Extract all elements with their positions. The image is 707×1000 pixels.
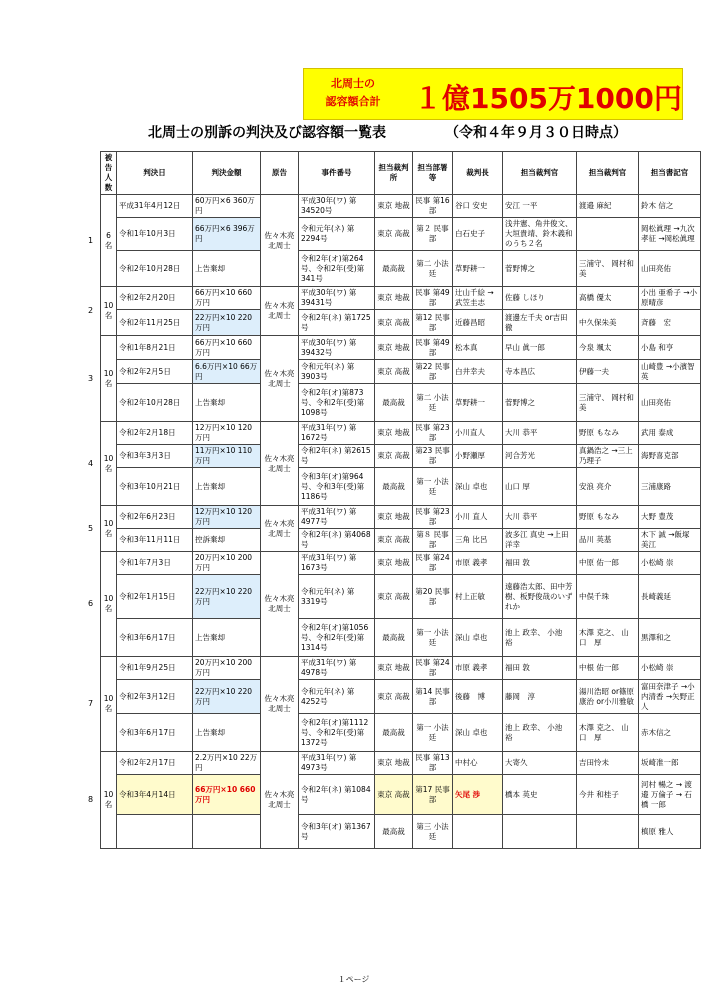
amount-cell bbox=[193, 815, 261, 849]
judge2-cell: 中原 佑一郎 bbox=[577, 552, 639, 575]
people-count-cell bbox=[101, 422, 117, 506]
clerk-cell: 山田亮佑 bbox=[639, 251, 701, 287]
amount-cell: 上告棄却 bbox=[193, 384, 261, 422]
judge2-cell: 真鍋浩之 →三上乃理子 bbox=[577, 445, 639, 468]
case-number-cell: 令和元年(ネ) 第2294号 bbox=[299, 218, 375, 251]
chief-judge-cell: 小川 直人 bbox=[453, 506, 503, 529]
judge-cell: 浅井憲、角井俊文、大垣貴靖、鈴木義和のうち２名 bbox=[503, 218, 577, 251]
plaintiff-cell: 佐々木亮 北周士 bbox=[261, 752, 299, 849]
chief-judge-cell: 市原 義孝 bbox=[453, 552, 503, 575]
table-row bbox=[101, 815, 701, 849]
judge2-cell bbox=[577, 815, 639, 849]
judge2-cell: 木澤 克之、 山口 厚 bbox=[577, 714, 639, 752]
page-number: １ページ bbox=[337, 975, 370, 984]
people-count: 10名 bbox=[103, 694, 114, 713]
table-header-row bbox=[101, 152, 701, 195]
table-row bbox=[101, 218, 701, 251]
judge2-cell: 今泉 颯太 bbox=[577, 336, 639, 360]
division-cell: 民事 第49部 bbox=[413, 287, 453, 310]
header-plaintiff: 原告 bbox=[261, 152, 299, 195]
division-cell: 民事 第23部 bbox=[413, 506, 453, 529]
chief-judge-cell: 近藤昌昭 bbox=[453, 310, 503, 336]
judge-cell: 池上 政幸、 小池 裕 bbox=[503, 619, 577, 657]
people-count: 6名 bbox=[104, 230, 113, 250]
judge2-cell: 伊藤一夫 bbox=[577, 360, 639, 384]
people-count-cell bbox=[101, 752, 117, 849]
chief-judge-cell: 矢尾 渉 bbox=[453, 775, 503, 815]
table-row bbox=[101, 752, 701, 775]
amount-cell: 66万円×6 396万円 bbox=[193, 218, 261, 251]
division-cell: 民事 第24部 bbox=[413, 657, 453, 680]
table-row bbox=[101, 775, 701, 815]
judgments-table bbox=[100, 151, 701, 849]
judgment-date-cell: 令和2年2月18日 bbox=[117, 422, 193, 445]
judge-cell: 寺本昌広 bbox=[503, 360, 577, 384]
table-row bbox=[101, 287, 701, 310]
amount-cell: 上告棄却 bbox=[193, 619, 261, 657]
judge2-cell: 野原 もなみ bbox=[577, 422, 639, 445]
division-cell: 第23 民事部 bbox=[413, 445, 453, 468]
court-cell: 東京 地裁 bbox=[375, 422, 413, 445]
plaintiff-cell: 佐々木亮 北周士 bbox=[261, 287, 299, 336]
judge-cell: 波多江 真史 →上田 洋幸 bbox=[503, 529, 577, 552]
judgment-date-cell: 令和3年6月17日 bbox=[117, 714, 193, 752]
group-index: 3 bbox=[88, 373, 94, 383]
table-row bbox=[101, 384, 701, 422]
division-cell: 第一 小法廷 bbox=[413, 468, 453, 506]
judge-cell bbox=[503, 815, 577, 849]
chief-judge-cell: 小野瀬厚 bbox=[453, 445, 503, 468]
amount-cell: 上告棄却 bbox=[193, 468, 261, 506]
chief-judge-cell: 松本真 bbox=[453, 336, 503, 360]
table-row bbox=[101, 310, 701, 336]
amount-cell: 上告棄却 bbox=[193, 714, 261, 752]
chief-judge-cell: 草野耕一 bbox=[453, 384, 503, 422]
judgment-date-cell: 令和3年4月14日 bbox=[117, 775, 193, 815]
division-cell: 第一 小法廷 bbox=[413, 714, 453, 752]
plaintiff-cell: 佐々木亮 北周士 bbox=[261, 552, 299, 657]
chief-judge-cell: 三角 比呂 bbox=[453, 529, 503, 552]
court-cell: 東京 地裁 bbox=[375, 195, 413, 218]
judgment-date-cell: 令和2年6月23日 bbox=[117, 506, 193, 529]
clerk-cell: 武用 泰成 bbox=[639, 422, 701, 445]
clerk-cell: 海野喜克部 bbox=[639, 445, 701, 468]
table-row bbox=[101, 575, 701, 619]
total-label bbox=[318, 75, 388, 111]
header-people: 被告人数 bbox=[101, 152, 117, 195]
chief-judge-cell: 深山 卓也 bbox=[453, 619, 503, 657]
plaintiff-cell: 佐々木亮 北周士 bbox=[261, 506, 299, 552]
division-cell: 第三 小法廷 bbox=[413, 815, 453, 849]
court-cell: 東京 高裁 bbox=[375, 360, 413, 384]
group-index: 1 bbox=[88, 235, 94, 245]
judgment-date-cell: 令和1年9月25日 bbox=[117, 657, 193, 680]
judge2-cell: 高橋 優太 bbox=[577, 287, 639, 310]
judge-cell: 大川 恭平 bbox=[503, 506, 577, 529]
judgment-date-cell: 令和2年1月15日 bbox=[117, 575, 193, 619]
clerk-cell: 富田奈津子 →小内清香 →矢野正人 bbox=[639, 680, 701, 714]
court-cell: 東京 地裁 bbox=[375, 657, 413, 680]
division-cell: 第17 民事部 bbox=[413, 775, 453, 815]
court-cell: 東京 地裁 bbox=[375, 552, 413, 575]
division-cell: 民事 第24部 bbox=[413, 552, 453, 575]
judge-cell: 大川 恭平 bbox=[503, 422, 577, 445]
court-cell: 東京 高裁 bbox=[375, 575, 413, 619]
judge2-cell: 中久保朱美 bbox=[577, 310, 639, 336]
amount-cell: 22万円×10 220万円 bbox=[193, 680, 261, 714]
table-row bbox=[101, 506, 701, 529]
judge-cell: 早山 眞一郎 bbox=[503, 336, 577, 360]
court-cell: 東京 地裁 bbox=[375, 752, 413, 775]
division-cell: 民事 第16部 bbox=[413, 195, 453, 218]
court-cell: 東京 高裁 bbox=[375, 529, 413, 552]
judgment-date-cell: 令和2年2月5日 bbox=[117, 360, 193, 384]
chief-judge-cell: 村上正敏 bbox=[453, 575, 503, 619]
judge2-cell: 品川 英基 bbox=[577, 529, 639, 552]
judge-cell: 橋本 英史 bbox=[503, 775, 577, 815]
judgment-date-cell: 平成31年4月12日 bbox=[117, 195, 193, 218]
plaintiff-cell: 佐々木亮 北周士 bbox=[261, 422, 299, 506]
amount-cell: 22万円×10 220万円 bbox=[193, 310, 261, 336]
chief-judge-cell: 深山 卓也 bbox=[453, 714, 503, 752]
chief-judge-cell: 白石史子 bbox=[453, 218, 503, 251]
judge-cell: 遠藤浩太郎、田中芳樹、板野俊哉のいずれか bbox=[503, 575, 577, 619]
people-count-cell bbox=[101, 195, 117, 287]
table-row bbox=[101, 195, 701, 218]
case-number-cell: 平成30年(ワ) 第34520号 bbox=[299, 195, 375, 218]
people-count-cell bbox=[101, 336, 117, 422]
judge-cell: 河合芳光 bbox=[503, 445, 577, 468]
amount-cell: 66万円×10 660万円 bbox=[193, 336, 261, 360]
judgment-date-cell: 令和2年10月28日 bbox=[117, 251, 193, 287]
case-number-cell: 令和2年(ネ) 第1084号 bbox=[299, 775, 375, 815]
case-number-cell: 令和2年(オ)第1112号、令和2年(受)第1372号 bbox=[299, 714, 375, 752]
case-number-cell: 令和2年(オ)第264号、令和2年(受)第341号 bbox=[299, 251, 375, 287]
court-cell: 最高裁 bbox=[375, 251, 413, 287]
clerk-cell: 斉藤 宏 bbox=[639, 310, 701, 336]
title-date: （令和４年９月３０日時点） bbox=[445, 125, 627, 141]
table-row bbox=[101, 445, 701, 468]
court-cell: 最高裁 bbox=[375, 619, 413, 657]
clerk-cell: 鈴木 信之 bbox=[639, 195, 701, 218]
plaintiff-cell: 佐々木亮 北周士 bbox=[261, 195, 299, 287]
case-number-cell: 平成30年(ワ) 第39432号 bbox=[299, 336, 375, 360]
clerk-cell: 槙原 雅人 bbox=[639, 815, 701, 849]
judge2-cell: 吉田怜未 bbox=[577, 752, 639, 775]
header-clerk: 担当書記官 bbox=[639, 152, 701, 195]
judge2-cell: 湯川浩昭 or篠原康治 or小川雅敏 bbox=[577, 680, 639, 714]
total-label-line1: 北周士の bbox=[331, 77, 375, 90]
table-row bbox=[101, 552, 701, 575]
group-index: 4 bbox=[88, 458, 94, 468]
court-cell: 最高裁 bbox=[375, 815, 413, 849]
amount-cell: 20万円×10 200万円 bbox=[193, 657, 261, 680]
case-number-cell: 令和2年(オ)第1056号、令和2年(受)第1314号 bbox=[299, 619, 375, 657]
chief-judge-cell: 市原 義孝 bbox=[453, 657, 503, 680]
judgment-date-cell: 令和3年6月17日 bbox=[117, 619, 193, 657]
division-cell: 第20 民事部 bbox=[413, 575, 453, 619]
total-amount: １億1505万1000円 bbox=[414, 82, 682, 115]
judge-cell: 大寄久 bbox=[503, 752, 577, 775]
division-cell: 第二 小法廷 bbox=[413, 251, 453, 287]
court-cell: 東京 高裁 bbox=[375, 445, 413, 468]
case-number-cell: 平成31年(ワ) 第4977号 bbox=[299, 506, 375, 529]
judge-cell: 池上 政幸、 小池 裕 bbox=[503, 714, 577, 752]
people-count: 10名 bbox=[103, 518, 114, 538]
court-cell: 東京 地裁 bbox=[375, 506, 413, 529]
clerk-cell: 三浦康路 bbox=[639, 468, 701, 506]
amount-cell: 11万円×10 110万円 bbox=[193, 445, 261, 468]
court-cell: 東京 高裁 bbox=[375, 218, 413, 251]
judgment-date-cell: 令和2年2月20日 bbox=[117, 287, 193, 310]
clerk-cell: 黒澤和之 bbox=[639, 619, 701, 657]
plaintiff-cell: 佐々木亮 北周士 bbox=[261, 657, 299, 752]
court-cell: 東京 高裁 bbox=[375, 775, 413, 815]
case-number-cell: 令和2年(オ)第873号、令和2年(受)第1098号 bbox=[299, 384, 375, 422]
judge-cell: 佐藤 しほり bbox=[503, 287, 577, 310]
division-cell: 第12 民事部 bbox=[413, 310, 453, 336]
judgment-date-cell bbox=[117, 815, 193, 849]
people-count-cell bbox=[101, 657, 117, 752]
people-count: 10名 bbox=[103, 453, 114, 473]
division-cell: 民事 第23部 bbox=[413, 422, 453, 445]
case-number-cell: 平成31年(ワ) 第4973号 bbox=[299, 752, 375, 775]
amount-cell: 66万円×10 660万円 bbox=[193, 775, 261, 815]
judge-cell: 福田 敦 bbox=[503, 657, 577, 680]
amount-cell: 60万円×6 360万円 bbox=[193, 195, 261, 218]
division-cell: 第22 民事部 bbox=[413, 360, 453, 384]
division-cell: 第14 民事部 bbox=[413, 680, 453, 714]
clerk-cell: 山田亮佑 bbox=[639, 384, 701, 422]
clerk-cell: 赤木信之 bbox=[639, 714, 701, 752]
total-amount-banner bbox=[303, 68, 683, 120]
case-number-cell: 令和元年(ネ) 第4252号 bbox=[299, 680, 375, 714]
clerk-cell: 山崎豊 →小濱智英 bbox=[639, 360, 701, 384]
court-cell: 東京 地裁 bbox=[375, 336, 413, 360]
chief-judge-cell: 深山 卓也 bbox=[453, 468, 503, 506]
amount-cell: 上告棄却 bbox=[193, 251, 261, 287]
judgment-date-cell: 令和2年3月12日 bbox=[117, 680, 193, 714]
chief-judge-cell: 後藤 博 bbox=[453, 680, 503, 714]
judge2-cell: 安浪 亮介 bbox=[577, 468, 639, 506]
header-amount: 判決金額 bbox=[193, 152, 261, 195]
judgment-date-cell: 令和3年10月21日 bbox=[117, 468, 193, 506]
case-number-cell: 令和2年(ネ) 第1725号 bbox=[299, 310, 375, 336]
chief-judge-cell: 小川直人 bbox=[453, 422, 503, 445]
group-index: 8 bbox=[88, 795, 94, 804]
case-number-cell: 平成30年(ワ) 第39431号 bbox=[299, 287, 375, 310]
clerk-cell: 木下 誠 →飯塚 美江 bbox=[639, 529, 701, 552]
judge-cell: 菅野博之 bbox=[503, 384, 577, 422]
chief-judge-cell: 谷口 安史 bbox=[453, 195, 503, 218]
clerk-cell: 大野 豊茂 bbox=[639, 506, 701, 529]
court-cell: 東京 高裁 bbox=[375, 680, 413, 714]
judge2-cell bbox=[577, 218, 639, 251]
court-cell: 最高裁 bbox=[375, 468, 413, 506]
clerk-cell: 長崎義延 bbox=[639, 575, 701, 619]
group-index: 7 bbox=[88, 699, 94, 708]
table-row bbox=[101, 619, 701, 657]
case-number-cell: 令和2年(ネ) 第2615号 bbox=[299, 445, 375, 468]
total-label-line2: 認容額合計 bbox=[325, 95, 381, 108]
court-cell: 東京 地裁 bbox=[375, 287, 413, 310]
judge-cell: 山口 厚 bbox=[503, 468, 577, 506]
header-judge: 担当裁判官 bbox=[503, 152, 577, 195]
clerk-cell: 坂崎准一郎 bbox=[639, 752, 701, 775]
table-row bbox=[101, 360, 701, 384]
amount-cell: 22万円×10 220万円 bbox=[193, 575, 261, 619]
division-cell: 第８ 民事部 bbox=[413, 529, 453, 552]
case-number-cell: 平成31年(ワ) 第1673号 bbox=[299, 552, 375, 575]
header-judgment-date: 判決日 bbox=[117, 152, 193, 195]
division-cell: 第二 小法廷 bbox=[413, 384, 453, 422]
amount-cell: 2.2万円×10 22万円 bbox=[193, 752, 261, 775]
people-count: 10名 bbox=[103, 594, 114, 613]
people-count-cell bbox=[101, 506, 117, 552]
judge-cell: 渡邊左千夫 or吉田 徹 bbox=[503, 310, 577, 336]
court-cell: 最高裁 bbox=[375, 714, 413, 752]
judgment-date-cell: 令和3年3月3日 bbox=[117, 445, 193, 468]
group-index: 6 bbox=[88, 599, 94, 608]
table-row bbox=[101, 422, 701, 445]
table-row bbox=[101, 657, 701, 680]
amount-cell: 66万円×10 660万円 bbox=[193, 287, 261, 310]
group-index: 2 bbox=[88, 306, 94, 315]
people-count-cell bbox=[101, 287, 117, 336]
judge2-cell: 中俣千珠 bbox=[577, 575, 639, 619]
title-main: 北周士の別訴の判決及び認容額一覧表 bbox=[148, 125, 386, 141]
clerk-cell: 河村 暢之 → 渡邉 万倫子 → 石橋 一郎 bbox=[639, 775, 701, 815]
header-judge2: 担当裁判官 bbox=[577, 152, 639, 195]
chief-judge-cell: 中村心 bbox=[453, 752, 503, 775]
amount-cell: 12万円×10 120万円 bbox=[193, 506, 261, 529]
court-cell: 東京 高裁 bbox=[375, 310, 413, 336]
people-count-cell bbox=[101, 552, 117, 657]
judge2-cell: 三浦守、 岡村和美 bbox=[577, 251, 639, 287]
case-number-cell: 平成31年(ワ) 第1672号 bbox=[299, 422, 375, 445]
table-row bbox=[101, 251, 701, 287]
header-chief-judge: 裁判長 bbox=[453, 152, 503, 195]
case-number-cell: 令和元年(ネ) 第3319号 bbox=[299, 575, 375, 619]
clerk-cell: 小出 亜希子 →小原晴彦 bbox=[639, 287, 701, 310]
judge2-cell: 中根 佑一郎 bbox=[577, 657, 639, 680]
table-row bbox=[101, 529, 701, 552]
chief-judge-cell: 草野耕一 bbox=[453, 251, 503, 287]
header-case-no: 事件番号 bbox=[299, 152, 375, 195]
judge2-cell: 渡邉 麻紀 bbox=[577, 195, 639, 218]
division-cell: 第一 小法廷 bbox=[413, 619, 453, 657]
judge-cell: 安江 一平 bbox=[503, 195, 577, 218]
court-cell: 最高裁 bbox=[375, 384, 413, 422]
judge2-cell: 木澤 克之、 山口 厚 bbox=[577, 619, 639, 657]
clerk-cell: 小松崎 崇 bbox=[639, 552, 701, 575]
clerk-cell: 小松崎 崇 bbox=[639, 657, 701, 680]
people-count: 10名 bbox=[103, 301, 114, 320]
table-row bbox=[101, 468, 701, 506]
amount-cell: 12万円×10 120万円 bbox=[193, 422, 261, 445]
people-count: 10名 bbox=[103, 368, 114, 388]
group-index: 5 bbox=[88, 523, 94, 533]
division-cell: 民事 第13部 bbox=[413, 752, 453, 775]
judgment-date-cell: 令和2年2月17日 bbox=[117, 752, 193, 775]
table-row bbox=[101, 336, 701, 360]
case-number-cell: 令和3年(オ)第964号、令和3年(受)第1186号 bbox=[299, 468, 375, 506]
people-count: 10名 bbox=[103, 790, 114, 809]
judgment-date-cell: 令和1年8月21日 bbox=[117, 336, 193, 360]
chief-judge-cell: 白井幸夫 bbox=[453, 360, 503, 384]
table-row bbox=[101, 714, 701, 752]
chief-judge-cell: 辻山千絵 →武笠圭志 bbox=[453, 287, 503, 310]
case-number-cell: 令和3年(オ) 第1367号 bbox=[299, 815, 375, 849]
clerk-cell: 小島 和亨 bbox=[639, 336, 701, 360]
amount-cell: 6.6万円×10 66万円 bbox=[193, 360, 261, 384]
judge2-cell: 今井 和桂子 bbox=[577, 775, 639, 815]
judgment-date-cell: 令和2年11月25日 bbox=[117, 310, 193, 336]
judgment-date-cell: 令和1年7月3日 bbox=[117, 552, 193, 575]
judge2-cell: 野原 もなみ bbox=[577, 506, 639, 529]
judgment-date-cell: 令和1年10月3日 bbox=[117, 218, 193, 251]
case-number-cell: 平成31年(ワ) 第4978号 bbox=[299, 657, 375, 680]
division-cell: 第２ 民事部 bbox=[413, 218, 453, 251]
case-number-cell: 令和元年(ネ) 第3903号 bbox=[299, 360, 375, 384]
division-cell: 民事 第49部 bbox=[413, 336, 453, 360]
judgment-date-cell: 令和2年10月28日 bbox=[117, 384, 193, 422]
judge-cell: 福田 敦 bbox=[503, 552, 577, 575]
chief-judge-cell bbox=[453, 815, 503, 849]
judge2-cell: 三浦守、 岡村和美 bbox=[577, 384, 639, 422]
table-row bbox=[101, 680, 701, 714]
amount-cell: 20万円×10 200万円 bbox=[193, 552, 261, 575]
judge-cell: 藤岡 淳 bbox=[503, 680, 577, 714]
clerk-cell: 岡松眞理 →九次孝征 →岡松眞理 bbox=[639, 218, 701, 251]
plaintiff-cell: 佐々木亮 北周士 bbox=[261, 336, 299, 422]
judge-cell: 菅野博之 bbox=[503, 251, 577, 287]
case-number-cell: 令和2年(ネ) 第4068号 bbox=[299, 529, 375, 552]
header-division: 担当部署等 bbox=[413, 152, 453, 195]
amount-cell: 控訴棄却 bbox=[193, 529, 261, 552]
judgment-date-cell: 令和3年11月11日 bbox=[117, 529, 193, 552]
header-court: 担当裁判所 bbox=[375, 152, 413, 195]
